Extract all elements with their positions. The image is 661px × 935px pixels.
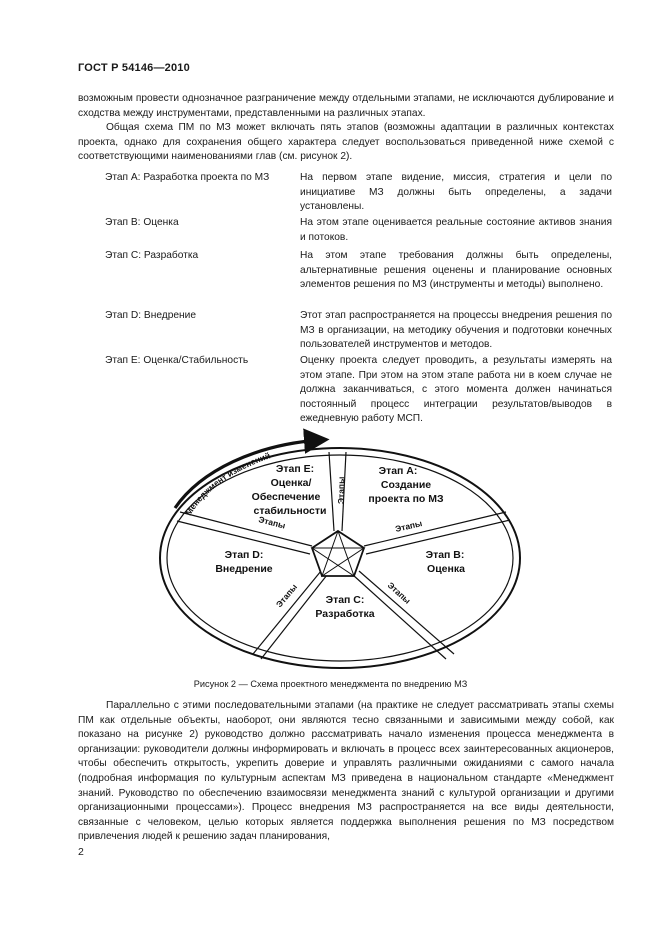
svg-text:Этап D:: Этап D: [224,549,264,561]
figure-caption: Рисунок 2 — Схема проектного менеджмента по внедрению МЗ [193,679,468,689]
body-paragraph: Параллельно с этими последовательными этапами (на практике не следует рассматривать этапы схемы ПМ как отдельные объекты, наоборот, они являются тесно связанными и зависимыми между собой, как показано на рисунке 2) руководство должно рассматривать начало изменения процесса менеджмента в организации: руководители должны информировать и включать в процесс всех заинтересованных акционеров, чтобы обеспечить открытость, укрепить доверие и управлять различными ожиданиями с самого начала (подробная информация по культурным аспектам МЗ приведена в национальном стандарте «Менеджмент знаний. Руководство по обеспечению взаимосвязи менеджмента знаний с культурой организации и другими организационными процессами»). Процесс внедрения МЗ распространяется на все виды деятельности, связанные с человеком, целью которых является поддержка выполнения решения по МЗ посредством привлечения людей к решению задач планирования, [78,700,614,843]
spoke-label-top: Этапы [336,476,346,504]
intro-paragraph-2: Общая схема ПМ по МЗ может включать пять этапов (возможны адаптации в различных контекстах проекта, однако для сохранения общего характера следует воспользоваться приведенной ниже схемой с соответствующими наименованиями глав (см. рисунок 2). [78,122,614,163]
stage-c-name: Этап С: Разработка [105,250,199,261]
svg-text:Этап С:: Этап С: [325,594,365,606]
stage-e-description: Оценку проекта следует проводить, а результаты измерять на этом этапе. При этом на этом этапе работа ни в коем случае не должна заканчиваться, с этого момента должен начинаться постоянный процесс интеграции результатов/выводов в ежедневную работу МСП. [300,355,612,425]
stage-d-name: Этап D: Внедрение [105,310,197,321]
stage-b-description: На этом этапе оценивается реальные состояние активов знания и потоков. [300,217,612,243]
svg-text:Оценка: Оценка [427,563,465,575]
intro-paragraph-1: возможным провести однозначное разграничение между отдельными этапами, не исключаются дублирование и сходства между инструментами, представленными на различных этапах. [78,93,614,119]
stage-a-description: На первом этапе видение, миссия, стратегия и цели по инициативе МЗ должны быть определены, а задачи установлены. [300,172,612,213]
stage-d-description: Этот этап распространяется на процессы внедрения решения по МЗ в организации, на методику обучения и подготовки конечных пользователей инструментов и методов. [300,310,612,351]
svg-text:Разработка: Разработка [315,608,375,620]
arc-label: Менеджмент изменений [183,450,272,518]
svg-text:Этап Е:: Этап Е: [275,463,315,475]
page-header-title: ГОСТ Р 54146—2010 [78,62,190,74]
svg-text:Этап А:: Этап А: [378,465,418,477]
page-number: 2 [78,846,84,858]
svg-text:Этап В:: Этап В: [425,549,465,561]
stage-e-name: Этап Е: Оценка/Стабильность [105,355,249,366]
svg-text:Создание: Создание [380,479,432,491]
spoke-label-lower-right: Этапы [385,580,413,606]
svg-text:проекта по МЗ: проекта по МЗ [368,493,444,505]
spoke-label-lower-left: Этапы [273,581,300,610]
stage-c-description: На этом этапе требования должны быть определены, альтернативные решения оценены и планирование основных элементов решения по МЗ (инструменты и методы) выполнено. [300,250,612,291]
pm-scheme-figure [150,428,530,678]
svg-text:Оценка/: Оценка/ [270,477,312,489]
stage-b-name: Этап В: Оценка [105,217,179,228]
spoke-label-right: Этапы [394,518,424,534]
svg-text:стабильности: стабильности [253,505,327,517]
pm-scheme-diagram [150,428,530,678]
spoke-label-left: Этапы [257,514,287,531]
stage-a-name: Этап А: Разработка проекта по МЗ [105,172,270,183]
svg-text:Обеспечение: Обеспечение [251,491,321,503]
svg-text:Внедрение: Внедрение [215,563,273,575]
